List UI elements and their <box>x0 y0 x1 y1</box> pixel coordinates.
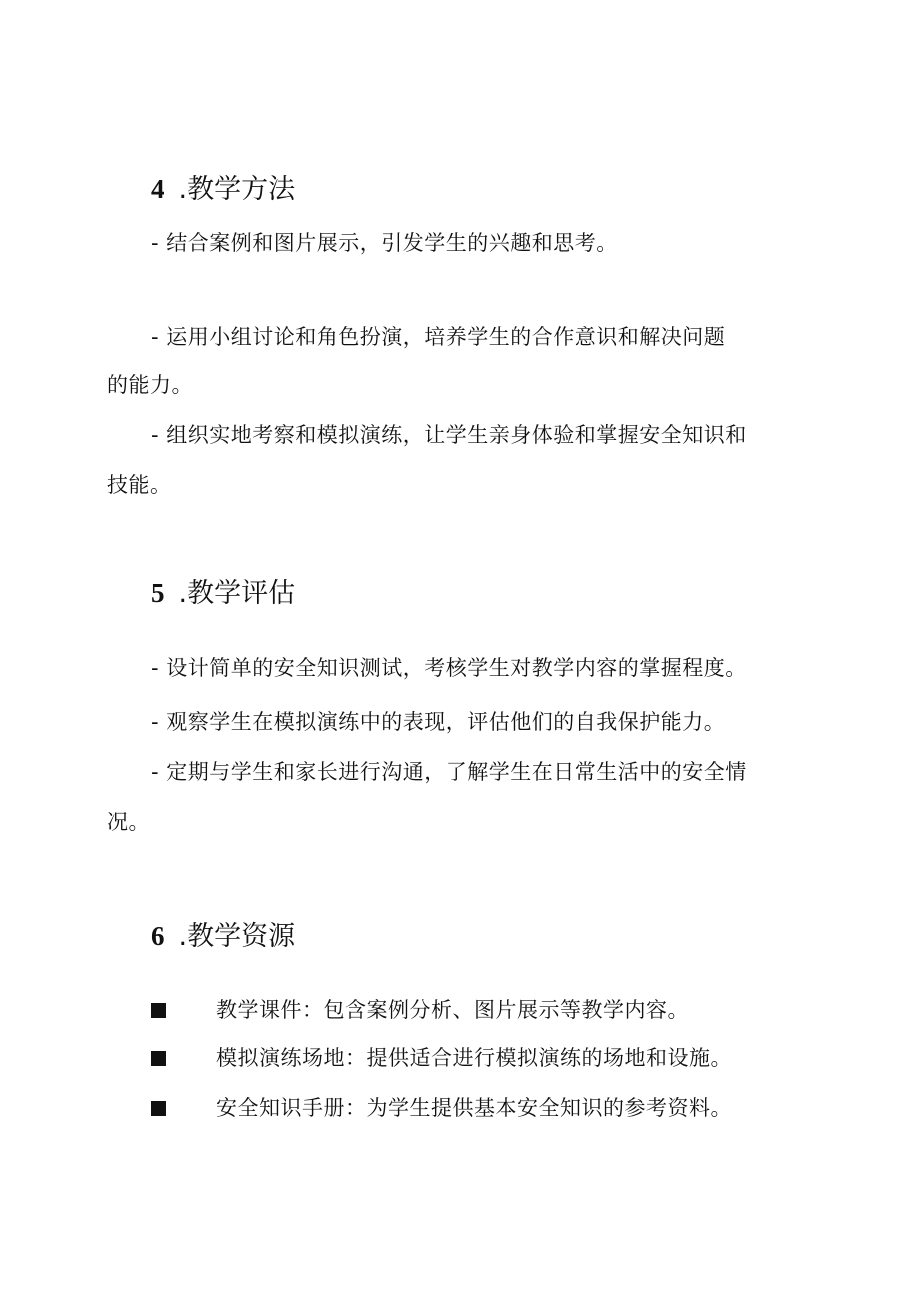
square-bullet-icon <box>151 1101 166 1116</box>
paragraph: - 设计简单的安全知识测试，考核学生对教学内容的掌握程度。 <box>151 656 747 680</box>
list-item-text: 安全知识手册：为学生提供基本安全知识的参考资料。 <box>216 1096 732 1120</box>
section-title: .教学方法 <box>178 174 296 205</box>
list-item-text: 教学课件：包含案例分析、图片展示等教学内容。 <box>216 998 689 1022</box>
section-heading-4 <box>151 171 295 208</box>
paragraph-continuation: 况。 <box>107 810 150 834</box>
section-title: .教学评估 <box>178 578 296 609</box>
section-heading-6 <box>151 918 295 955</box>
paragraph-continuation: 的能力。 <box>107 373 193 397</box>
square-bullet-icon <box>151 1003 166 1018</box>
list-item-text: 模拟演练场地：提供适合进行模拟演练的场地和设施。 <box>216 1046 732 1070</box>
section-number: 5 <box>151 578 165 608</box>
paragraph-continuation: 技能。 <box>107 473 172 497</box>
paragraph: - 运用小组讨论和角色扮演，培养学生的合作意识和解决问题 <box>151 325 726 349</box>
paragraph: - 定期与学生和家长进行沟通，了解学生在日常生活中的安全情 <box>151 760 747 784</box>
square-bullet-icon <box>151 1051 166 1066</box>
section-number: 6 <box>151 921 165 951</box>
section-title: .教学资源 <box>178 921 296 952</box>
section-number: 4 <box>151 174 165 204</box>
section-heading-5 <box>151 575 295 612</box>
paragraph: - 结合案例和图片展示，引发学生的兴趣和思考。 <box>151 231 618 255</box>
paragraph: - 观察学生在模拟演练中的表现，评估他们的自我保护能力。 <box>151 710 726 734</box>
paragraph: - 组织实地考察和模拟演练，让学生亲身体验和掌握安全知识和 <box>151 423 747 447</box>
